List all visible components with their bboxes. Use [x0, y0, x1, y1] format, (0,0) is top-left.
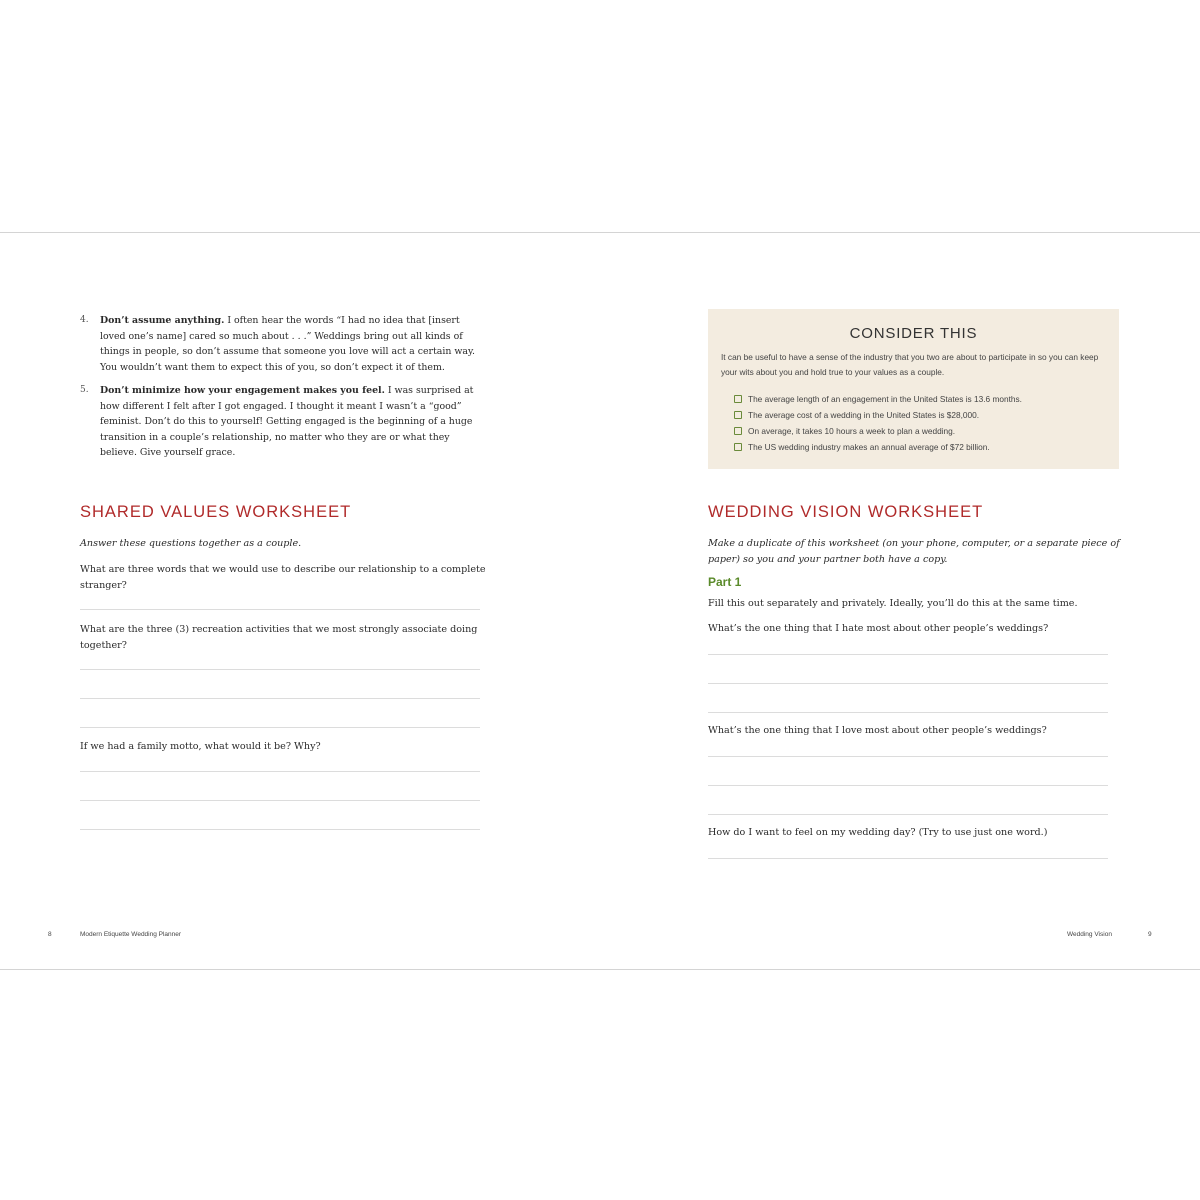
answer-line[interactable] — [80, 727, 480, 728]
list-item — [80, 313, 480, 375]
list-item-number: 4. — [80, 315, 89, 325]
checkbox-icon[interactable] — [734, 443, 742, 451]
checklist-item — [734, 423, 1104, 439]
question-2: What’s the one thing that I love most about other people’s weddings? — [708, 725, 1047, 736]
answer-line[interactable] — [80, 829, 480, 830]
shared-values-title: SHARED VALUES WORKSHEET — [80, 503, 352, 521]
answer-line[interactable] — [708, 858, 1108, 859]
callout-intro: It can be useful to have a sense of the industry that you two are about to participate in so you can keep your wits about you and hold true to your values as a couple. — [721, 352, 1099, 377]
left-page-number: 8 — [48, 931, 52, 938]
answer-line[interactable] — [80, 609, 480, 610]
checklist-item-text: The average length of an engagement in the United States is 13.6 months. — [748, 394, 1022, 404]
answer-line[interactable] — [80, 698, 480, 699]
answer-line[interactable] — [708, 683, 1108, 684]
left-page — [0, 233, 600, 969]
left-running-footer: Modern Etiquette Wedding Planner — [80, 931, 182, 938]
checklist-item — [734, 391, 1104, 407]
question-1: What’s the one thing that I hate most about other people’s weddings? — [708, 623, 1049, 634]
answer-line[interactable] — [708, 712, 1108, 713]
right-page-number: 9 — [1148, 931, 1152, 938]
answer-line[interactable] — [708, 756, 1108, 757]
callout-title: CONSIDER THIS — [849, 325, 978, 342]
answer-line[interactable] — [708, 785, 1108, 786]
checklist-item — [734, 407, 1104, 423]
shared-values-intro: Answer these questions together as a couple. — [80, 538, 302, 549]
list-item-text: I often hear the words “I had no idea that [insert loved one’s name] cared so much about . . .” Weddings bring out all kinds of things in people, so don’t assume that someone you love will act a certain way. You wouldn’t want them to expect this of you, so don’t expect it of them. — [100, 315, 475, 373]
wedding-vision-title: WEDDING VISION WORKSHEET — [708, 503, 984, 521]
list-item-heading: Don’t assume anything. — [100, 315, 225, 326]
checklist-item — [734, 439, 1104, 455]
checkbox-icon[interactable] — [734, 395, 742, 403]
numbered-list — [80, 313, 480, 469]
question-2: What are the three (3) recreation activities that we most strongly associate doing together? — [80, 624, 478, 651]
list-item-text: I was surprised at how different I felt after I got engaged. I thought it meant I wasn’t a “good” feminist. Don’t do this to yourself! Getting engaged is the beginning of a huge transition in a couple’s relationship, no matter who they are or what they believe. Give yourself grace. — [100, 385, 474, 458]
answer-line[interactable] — [80, 800, 480, 801]
answer-line[interactable] — [708, 814, 1108, 815]
part-1-instructions: Fill this out separately and privately. Ideally, you’ll do this at the same time. — [708, 598, 1078, 609]
right-page — [600, 233, 1200, 969]
consider-this-callout — [708, 309, 1119, 469]
checklist-item-text: On average, it takes 10 hours a week to plan a wedding. — [748, 426, 956, 436]
list-item-number: 5. — [80, 385, 89, 395]
book-spread — [0, 232, 1200, 970]
checkbox-icon[interactable] — [734, 427, 742, 435]
callout-checklist — [734, 391, 1104, 455]
checklist-item-text: The US wedding industry makes an annual average of $72 billion. — [748, 442, 990, 452]
checkbox-icon[interactable] — [734, 411, 742, 419]
answer-line[interactable] — [80, 771, 480, 772]
wedding-vision-intro: Make a duplicate of this worksheet (on your phone, computer, or a separate piece of paper) so you and your partner both have a copy. — [708, 538, 1120, 565]
question-3: If we had a family motto, what would it be? Why? — [80, 741, 321, 752]
list-item — [80, 383, 480, 461]
checklist-item-text: The average cost of a wedding in the United States is $28,000. — [748, 410, 980, 420]
answer-line[interactable] — [708, 654, 1108, 655]
answer-line[interactable] — [80, 669, 480, 670]
question-1: What are three words that we would use to describe our relationship to a complete stranger? — [80, 564, 486, 591]
list-item-heading: Don’t minimize how your engagement makes you feel. — [100, 385, 385, 396]
part-1-label: Part 1 — [708, 575, 742, 589]
question-3: How do I want to feel on my wedding day? (Try to use just one word.) — [708, 827, 1048, 838]
right-running-footer: Wedding Vision — [1067, 931, 1112, 938]
